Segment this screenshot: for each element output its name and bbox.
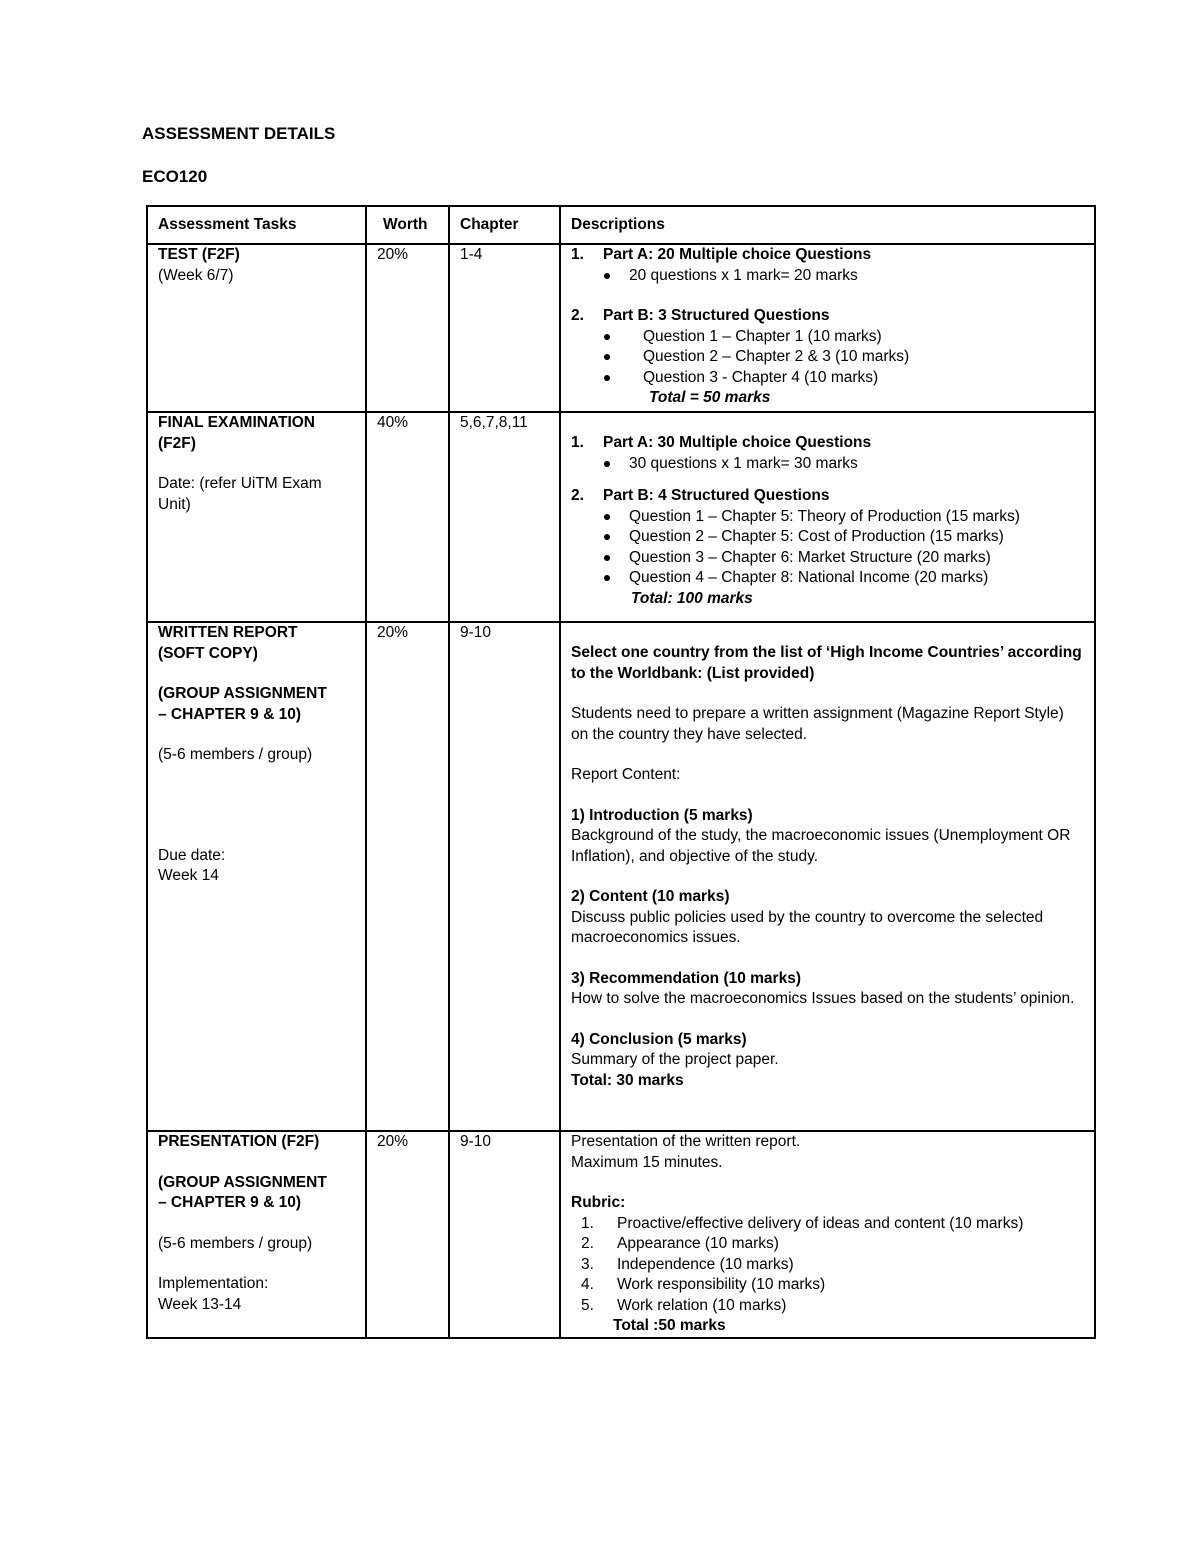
- report-chapter: 9-10: [449, 622, 560, 1131]
- final-part-a-num: 1.: [571, 434, 584, 451]
- course-code: ECO120: [142, 167, 208, 186]
- report-due-value: Week 14: [158, 867, 219, 884]
- report-section-title: 3) Recommendation (10 marks): [571, 969, 801, 987]
- rubric-num: 3.: [581, 1255, 594, 1273]
- presentation-impl-label: Implementation:: [158, 1275, 269, 1292]
- final-part-b-title: Part B: 4 Structured Questions: [603, 487, 830, 504]
- list-item: Question 1 – Chapter 5: Theory of Production (15 marks): [571, 507, 1084, 528]
- final-task-cell: [147, 412, 366, 622]
- report-intro-text: Students need to prepare a written assignment (Magazine Report Style) on the country they have selected.: [571, 705, 1064, 743]
- final-part-a-title: Part A: 30 Multiple choice Questions: [603, 434, 872, 451]
- table-row-final-exam: [147, 412, 1095, 622]
- list-item: Question 2 – Chapter 5: Cost of Production (15 marks): [571, 527, 1084, 548]
- presentation-group-1: (GROUP ASSIGNMENT: [158, 1173, 327, 1191]
- report-intro-bold: Select one country from the list of ‘High Income Countries’ according to the Worldbank: (List provided): [571, 644, 1082, 682]
- test-part-b-num: 2.: [571, 307, 584, 324]
- report-task-title-2: (SOFT COPY): [158, 644, 258, 662]
- test-part-b-title: Part B: 3 Structured Questions: [603, 307, 830, 324]
- test-task-week: (Week 6/7): [158, 266, 234, 284]
- rubric-text: Work responsibility (10 marks): [617, 1276, 826, 1293]
- list-item: Question 3 – Chapter 6: Market Structure (20 marks): [571, 548, 1084, 569]
- list-item: Question 3 - Chapter 4 (10 marks): [571, 368, 1084, 389]
- final-description-cell: [560, 412, 1095, 622]
- header-assessment-tasks: Assessment Tasks: [147, 206, 366, 244]
- presentation-desc-2: Maximum 15 minutes.: [571, 1153, 723, 1171]
- presentation-task-cell: [147, 1131, 366, 1338]
- rubric-text: Independence (10 marks): [617, 1255, 794, 1273]
- report-task-cell: [147, 622, 366, 1131]
- report-members: (5-6 members / group): [158, 746, 313, 763]
- presentation-rubric-label: Rubric:: [571, 1194, 626, 1211]
- assessment-table: [146, 205, 1096, 1339]
- report-content-label: Report Content:: [571, 766, 681, 783]
- report-group-1: (GROUP ASSIGNMENT: [158, 685, 327, 702]
- presentation-impl-value: Week 13-14: [158, 1295, 242, 1313]
- test-total: Total = 50 marks: [649, 389, 771, 406]
- presentation-worth: 20%: [366, 1131, 449, 1338]
- test-part-a: [571, 245, 1084, 266]
- final-part-b: [571, 486, 1084, 507]
- table-row-test: [147, 244, 1095, 412]
- report-section-text: How to solve the macroeconomics Issues based on the students’ opinion.: [571, 990, 1075, 1007]
- report-due-label: Due date:: [158, 846, 226, 864]
- report-section-text: Background of the study, the macroeconomic issues (Unemployment OR Inflation), and objective of the study.: [571, 827, 1071, 865]
- page-title: ASSESSMENT DETAILS: [142, 124, 336, 143]
- list-item: Question 4 – Chapter 8: National Income (20 marks): [571, 568, 1084, 589]
- presentation-task-title: PRESENTATION (F2F): [158, 1133, 320, 1150]
- list-item: [571, 1214, 1084, 1235]
- final-task-date: Date: (refer UiTM Exam Unit): [158, 475, 322, 513]
- presentation-group-2: – CHAPTER 9 & 10): [158, 1194, 301, 1211]
- rubric-text: Proactive/effective delivery of ideas and content (10 marks): [617, 1214, 1024, 1232]
- report-total: Total: 30 marks: [571, 1071, 684, 1089]
- list-item: Question 1 – Chapter 1 (10 marks): [571, 327, 1084, 348]
- rubric-num: 2.: [581, 1235, 594, 1252]
- final-total: Total: 100 marks: [631, 589, 753, 607]
- final-chapter: 5,6,7,8,11: [449, 412, 560, 622]
- report-section-text: Summary of the project paper.: [571, 1051, 779, 1068]
- header-descriptions: Descriptions: [560, 206, 1095, 244]
- report-worth: 20%: [366, 622, 449, 1131]
- presentation-total: Total :50 marks: [613, 1317, 726, 1334]
- report-section-title: 4) Conclusion (5 marks): [571, 1030, 747, 1048]
- test-part-b: [571, 306, 1084, 327]
- test-part-a-title: Part A: 20 Multiple choice Questions: [603, 246, 872, 263]
- report-section-title: 1) Introduction (5 marks): [571, 806, 753, 824]
- final-part-a: [571, 433, 1084, 454]
- final-worth: 40%: [366, 412, 449, 622]
- presentation-members: (5-6 members / group): [158, 1234, 313, 1252]
- test-chapter: 1-4: [449, 244, 560, 412]
- test-task-title: TEST (F2F): [158, 246, 240, 263]
- list-item: [571, 1296, 1084, 1317]
- rubric-num: 4.: [581, 1276, 594, 1293]
- list-item: [571, 1255, 1084, 1276]
- list-item: 30 questions x 1 mark= 30 marks: [571, 454, 1084, 475]
- header-chapter: Chapter: [449, 206, 560, 244]
- presentation-desc-1: Presentation of the written report.: [571, 1133, 801, 1150]
- list-item: [571, 1275, 1084, 1296]
- report-section-title: 2) Content (10 marks): [571, 888, 730, 905]
- report-group-2: – CHAPTER 9 & 10): [158, 705, 301, 723]
- report-description-cell: [560, 622, 1095, 1131]
- list-item: [571, 1234, 1084, 1255]
- rubric-text: Work relation (10 marks): [617, 1296, 787, 1314]
- presentation-chapter: 9-10: [449, 1131, 560, 1338]
- final-part-b-num: 2.: [571, 487, 584, 504]
- rubric-text: Appearance (10 marks): [617, 1235, 779, 1252]
- list-item: Question 2 – Chapter 2 & 3 (10 marks): [571, 347, 1084, 368]
- test-description-cell: [560, 244, 1095, 412]
- list-item: 20 questions x 1 mark= 20 marks: [571, 266, 1084, 287]
- rubric-num: 5.: [581, 1296, 594, 1314]
- test-part-a-num: 1.: [571, 246, 584, 263]
- table-row-presentation: [147, 1131, 1095, 1338]
- report-task-title-1: WRITTEN REPORT: [158, 624, 298, 641]
- report-section-text: Discuss public policies used by the country to overcome the selected macroeconomics issues.: [571, 908, 1044, 946]
- header-worth: Worth: [366, 206, 449, 244]
- rubric-num: 1.: [581, 1214, 594, 1232]
- presentation-description-cell: [560, 1131, 1095, 1338]
- table-row-written-report: [147, 622, 1095, 1131]
- test-worth: 20%: [366, 244, 449, 412]
- final-task-title: FINAL EXAMINATION (F2F): [158, 414, 316, 452]
- table-header-row: [147, 206, 1095, 244]
- test-task-cell: [147, 244, 366, 412]
